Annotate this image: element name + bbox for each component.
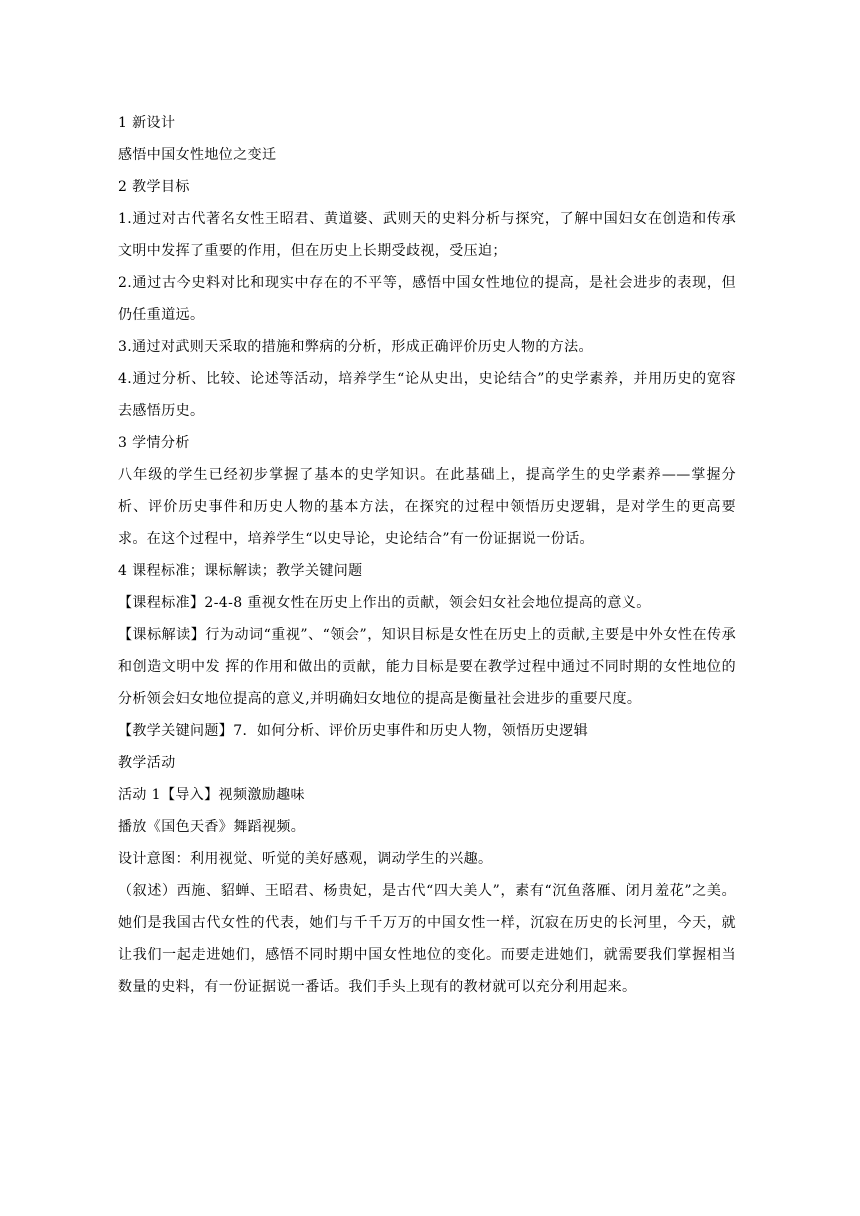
goal-paragraph-2: 2.通过古今史料对比和现实中存在的不平等，感悟中国女性地位的提高，是社会进步的表现，但仍任重道远。 bbox=[118, 275, 736, 323]
goal-paragraph-3: 3.通过对武则天采取的措施和弊病的分析，形成正确评价历史人物的方法。 bbox=[118, 339, 593, 355]
lesson-title: 感悟中国女性地位之变迁 bbox=[118, 147, 277, 163]
section-heading-activities: 教学活动 bbox=[118, 755, 176, 771]
curriculum-standard-paragraph: 【课程标准】2-4-8 重视女性在历史上作出的贡献，领会妇女社会地位提高的意义。 bbox=[118, 595, 651, 611]
section-heading-new-design: 1 新设计 bbox=[118, 115, 176, 131]
key-question-paragraph: 【教学关键问题】7．如何分析、评价历史事件和历史人物，领悟历史逻辑 bbox=[118, 723, 589, 739]
section-heading-curriculum: 4 课程标准；课标解读；教学关键问题 bbox=[118, 563, 363, 579]
document-body bbox=[118, 107, 736, 1003]
section-heading-student-analysis: 3 学情分析 bbox=[118, 435, 190, 451]
student-analysis-paragraph: 八年级的学生已经初步掌握了基本的史学知识。在此基础上，提高学生的史学素养——掌握分析、评价历史事件和历史人物的基本方法，在探究的过程中领悟历史逻辑，是对学生的更高要求。在这个过程中，培养学生“以史导论，史论结合”有一份证据说一份话。 bbox=[118, 467, 736, 547]
activity-1-narration: （叙述）西施、貂蝉、王昭君、杨贵妃，是古代“四大美人”，素有“沉鱼落雁、闭月羞花”之美。她们是我国古代女性的代表，她们与千千万万的中国女性一样，沉寂在历史的长河里，今天，就让我们一起走进她们，感悟不同时期中国女性地位的变化。而要走进她们，就需要我们掌握相当数量的史料，有一份证据说一番话。我们手头上现有的教材就可以充分利用起来。 bbox=[118, 883, 736, 995]
section-heading-teaching-goals: 2 教学目标 bbox=[118, 179, 190, 195]
goal-paragraph-1: 1.通过对古代著名女性王昭君、黄道婆、武则天的史料分析与探究，了解中国妇女在创造和传承文明中发挥了重要的作用，但在历史上长期受歧视，受压迫； bbox=[118, 211, 736, 259]
activity-1-design-intent: 设计意图：利用视觉、听觉的美好感观，调动学生的兴趣。 bbox=[118, 851, 493, 867]
goal-paragraph-4: 4.通过分析、比较、论述等活动，培养学生“论从史出，史论结合”的史学素养，并用历史的宽容去感悟历史。 bbox=[118, 371, 736, 419]
activity-1-heading: 活动 1【导入】视频激励趣味 bbox=[118, 787, 305, 803]
curriculum-interpretation-paragraph: 【课标解读】行为动词“重视”、“领会”，知识目标是女性在历史上的贡献,主要是中外女性在传承和创造文明中发 挥的作用和做出的贡献，能力目标是要在教学过程中通过不同时期的女性地位的分析领会妇女地位提高的意义,并明确妇女地位的提高是衡量社会进步的重要尺度。 bbox=[118, 627, 736, 707]
activity-1-video: 播放《国色天香》舞蹈视频。 bbox=[118, 819, 306, 835]
